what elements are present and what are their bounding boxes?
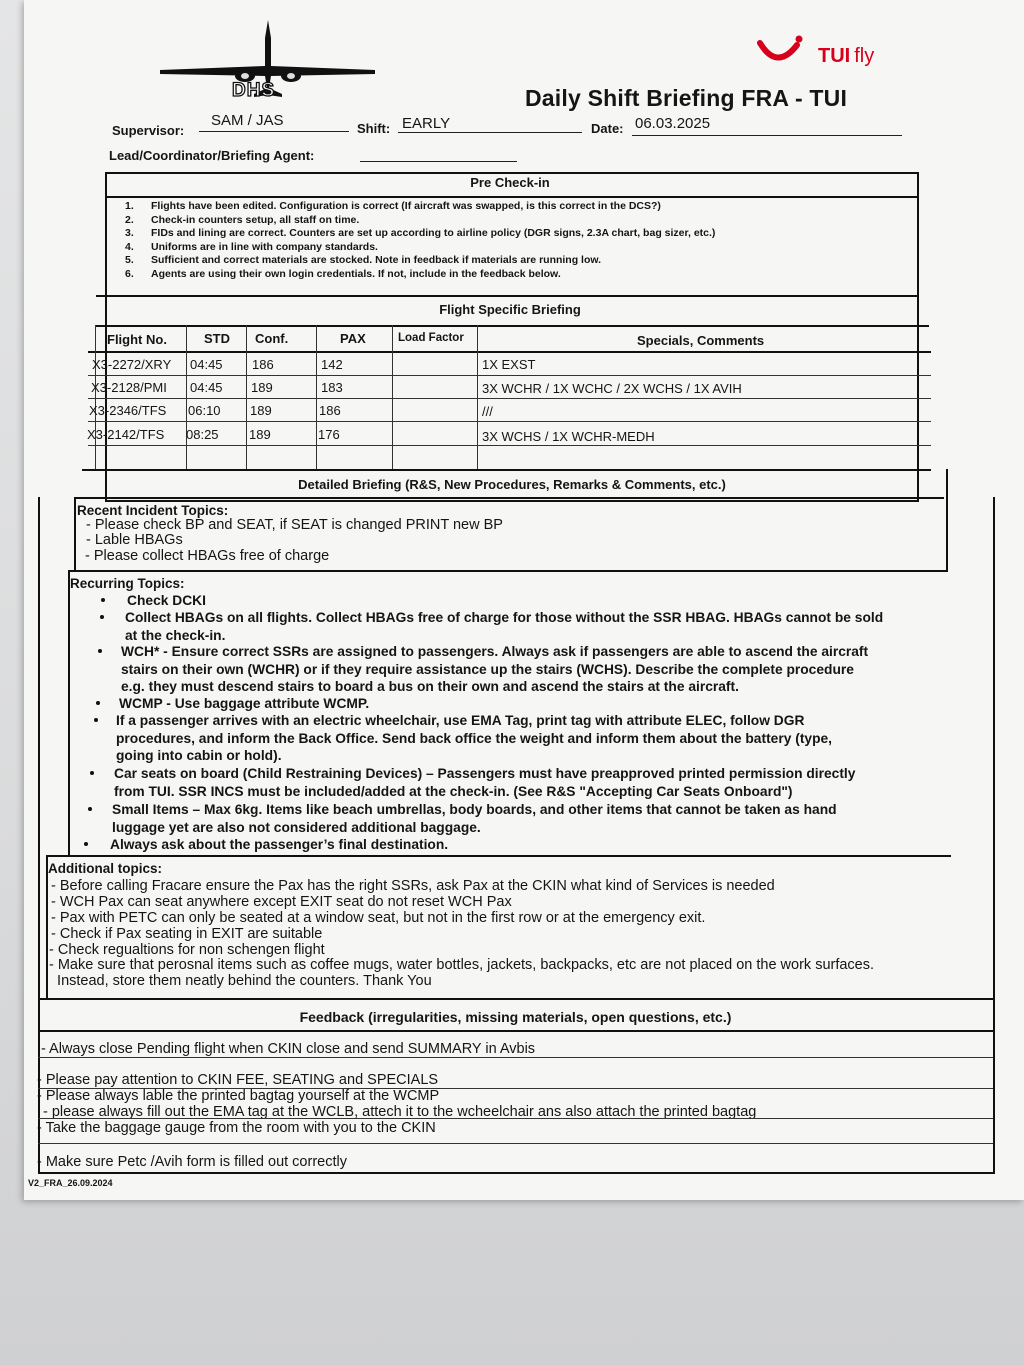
cell-flight-no: X3-2142/TFS: [87, 427, 165, 442]
tui-fly-logo-text: TUI fly: [818, 45, 875, 67]
bullet-icon: [101, 598, 105, 602]
row-divider: [38, 1143, 993, 1144]
cell-flight-no: X3-2346/TFS: [89, 403, 167, 418]
supervisor-label: Supervisor:: [112, 123, 185, 138]
cell-specials: 3X WCHS / 1X WCHR-MEDH: [482, 429, 655, 444]
cell-flight-no: X3-2272/XRY: [92, 357, 172, 372]
additional-item: Instead, store them neatly behind the counters. Thank You: [49, 973, 432, 989]
cell-specials: 3X WCHR / 1X WCHC / 2X WCHS / 1X AVIH: [482, 381, 742, 396]
cell-pax: 176: [318, 427, 340, 442]
feedback-item: - Please pay attention to CKIN FEE, SEATING and SPECIALS: [37, 1072, 439, 1088]
cell-std: 08:25: [186, 427, 219, 442]
bullet-icon: [88, 807, 92, 811]
cell-std: 04:45: [190, 380, 223, 395]
col-load-factor: Load Factor: [398, 332, 464, 344]
checklist-item: 1. Flights have been edited. Configuration is correct (If aircraft was swapped, is this correct in the DCS?): [125, 200, 661, 212]
bullet-icon: [98, 649, 102, 653]
recent-incident-title: Recent Incident Topics:: [77, 503, 229, 518]
divider: [88, 351, 931, 353]
additional-item: - WCH Pax can seat anywhere except EXIT seat do not reset WCH Pax: [51, 894, 512, 910]
cell-std: 04:45: [190, 357, 223, 372]
cell-pax: 183: [321, 380, 343, 395]
supervisor-value: SAM / JAS: [211, 112, 284, 129]
recurring-topics-title: Recurring Topics:: [70, 576, 185, 591]
bullet-icon: [94, 718, 98, 722]
divider: [38, 1030, 993, 1032]
recurring-item: Small Items – Max 6kg. Items like beach umbrellas, body boards, and other items that cannot be taken as hand luggage yet are also not considered additional baggage.: [112, 802, 837, 835]
cell-conf: 189: [249, 427, 271, 442]
cell-specials: 1X EXST: [482, 357, 536, 372]
recurring-item: Always ask about the passenger’s final destination.: [110, 837, 449, 852]
row-divider: [88, 421, 931, 422]
grid-line: [246, 325, 247, 469]
box-edge: [74, 497, 76, 570]
row-divider: [88, 445, 931, 446]
box-edge: [46, 855, 48, 1000]
col-specials: Specials, Comments: [637, 333, 765, 348]
row-divider: [38, 1057, 993, 1058]
recent-incident-item: - Lable HBAGs: [86, 532, 183, 548]
date-underline: [632, 135, 902, 136]
cell-std: 06:10: [188, 403, 221, 418]
recurring-item: If a passenger arrives with an electric wheelchair, use EMA Tag, print tag with attribute ELEC, follow DGR procedures, and inform the Back Office. Send back office the weight and inform them about the battery (type, going into cabin or hold).: [116, 713, 833, 763]
grid-line: [392, 325, 393, 469]
cell-pax: 186: [319, 403, 341, 418]
bullet-icon: [100, 615, 104, 619]
checklist-item: 5. Sufficient and correct materials are stocked. Note in feedback if materials are running low.: [125, 254, 602, 266]
divider: [105, 196, 917, 198]
divider: [38, 998, 993, 1000]
recurring-item: WCMP - Use baggage attribute WCMP.: [119, 696, 370, 711]
additional-item: - Pax with PETC can only be seated at a window seat, but not in the first row or at the emergency exit.: [51, 910, 706, 926]
feedback-title: Feedback (irregularities, missing materials, open questions, etc.): [299, 1009, 732, 1025]
page-title: Daily Shift Briefing FRA - TUI: [525, 85, 848, 111]
feedback-item: - Always close Pending flight when CKIN close and send SUMMARY in Avbis: [41, 1041, 536, 1057]
date-value: 06.03.2025: [635, 115, 711, 132]
feedback-item: - Take the baggage gauge from the room with you to the CKIN: [37, 1120, 436, 1136]
feedback-item: - Make sure Petc /Avih form is filled out correctly: [37, 1154, 347, 1170]
grid-line: [477, 325, 478, 469]
feedback-item: - please always fill out the EMA tag at the WCLB, attech it to the wcheelchair ans also attach the printed bagtag: [43, 1104, 757, 1120]
additional-item: - Make sure that perosnal items such as coffee mugs, water bottles, jackets, backpacks, etc are not placed on the work surfaces.: [49, 957, 875, 973]
checklist-item: 6. Agents are using their own login credentials. If not, include in the feedback below.: [125, 267, 561, 280]
shift-value: EARLY: [402, 115, 451, 132]
form-version: V2_FRA_26.09.2024: [28, 1178, 113, 1188]
divider: [46, 855, 951, 857]
box-edge: [68, 570, 70, 855]
recurring-item: Collect HBAGs on all flights. Collect HBAGs free of charge for those without the SSR HBAG. HBAGs cannot be sold at the check-in.: [125, 610, 884, 643]
box-edge: [946, 469, 948, 572]
additional-item: - Check regualtions for non schengen flight: [49, 942, 325, 958]
recurring-item: Car seats on board (Child Restraining Devices) – Passengers must have preapproved printed permission directly from TUI. SSR INCS must be included/added at the check-in. (See R&S "Accepting Car Seats Onboard"): [114, 766, 856, 799]
row-divider: [88, 398, 931, 399]
recent-incident-item: - Please check BP and SEAT, if SEAT is changed PRINT new BP: [86, 517, 503, 533]
grid-line: [316, 325, 317, 469]
divider: [68, 570, 948, 572]
recurring-item: Check DCKI: [127, 593, 206, 608]
additional-item: - Check if Pax seating in EXIT are suitable: [51, 926, 323, 942]
dhs-logo-text: DHS: [232, 80, 276, 101]
row-divider: [38, 1118, 993, 1119]
checklist-item: 2. Check-in counters setup, all staff on time.: [125, 213, 360, 226]
lead-agent-label: Lead/Coordinator/Briefing Agent:: [109, 148, 315, 163]
pre-checkin-title: Pre Check-in: [470, 175, 550, 190]
bullet-icon: [90, 771, 94, 775]
grid-line: [95, 325, 96, 469]
recent-incident-item: - Please collect HBAGs free of charge: [85, 548, 330, 564]
cell-conf: 186: [252, 357, 274, 372]
col-std: STD: [204, 331, 230, 346]
recurring-item: WCH* - Ensure correct SSRs are assigned to passengers. Always ask if passengers are able to ascend the aircraft stairs on their own (WCHR) or if they require assistance up the stairs (WCHS). Describe the complete procedure e.g. they must descend stairs to board a bus on their own and ascend the stairs at the aircraft.: [121, 644, 869, 694]
bullet-icon: [96, 701, 100, 705]
shift-label: Shift:: [357, 121, 391, 136]
cell-pax: 142: [321, 357, 343, 372]
bullet-icon: [84, 842, 88, 846]
col-pax: PAX: [340, 331, 366, 346]
flight-briefing-title: Flight Specific Briefing: [439, 302, 581, 317]
supervisor-underline: [199, 131, 349, 132]
row-divider: [88, 375, 931, 376]
divider: [96, 325, 929, 327]
additional-topics-title: Additional topics:: [48, 861, 162, 876]
detailed-briefing-title: Detailed Briefing (R&S, New Procedures, Remarks & Comments, etc.): [298, 477, 726, 492]
grid-line: [186, 325, 187, 469]
date-label: Date:: [591, 121, 624, 136]
col-conf: Conf.: [255, 331, 289, 346]
col-flight-no: Flight No.: [107, 332, 167, 347]
feedback-item: - Please always lable the printed bagtag yourself at the WCMP: [37, 1088, 440, 1104]
divider: [82, 469, 931, 471]
lead-agent-underline: [360, 161, 517, 162]
cell-flight-no: X3-2128/PMI: [91, 380, 167, 395]
divider: [96, 295, 917, 297]
checklist-item: 4. Uniforms are in line with company standards.: [125, 240, 378, 253]
pre-checkin-checklist: [125, 200, 715, 281]
cell-conf: 189: [251, 380, 273, 395]
cell-conf: 189: [250, 403, 272, 418]
checklist-item: 3. FIDs and lining are correct. Counters are set up according to airline policy (DGR signs, 2.3A chart, bag sizer, etc.): [125, 227, 716, 239]
cell-specials: ///: [482, 404, 493, 419]
shift-underline: [398, 132, 582, 133]
divider: [74, 497, 944, 499]
additional-item: - Before calling Fracare ensure the Pax has the right SSRs, ask Pax at the CKIN what kind of Services is needed: [51, 878, 775, 894]
